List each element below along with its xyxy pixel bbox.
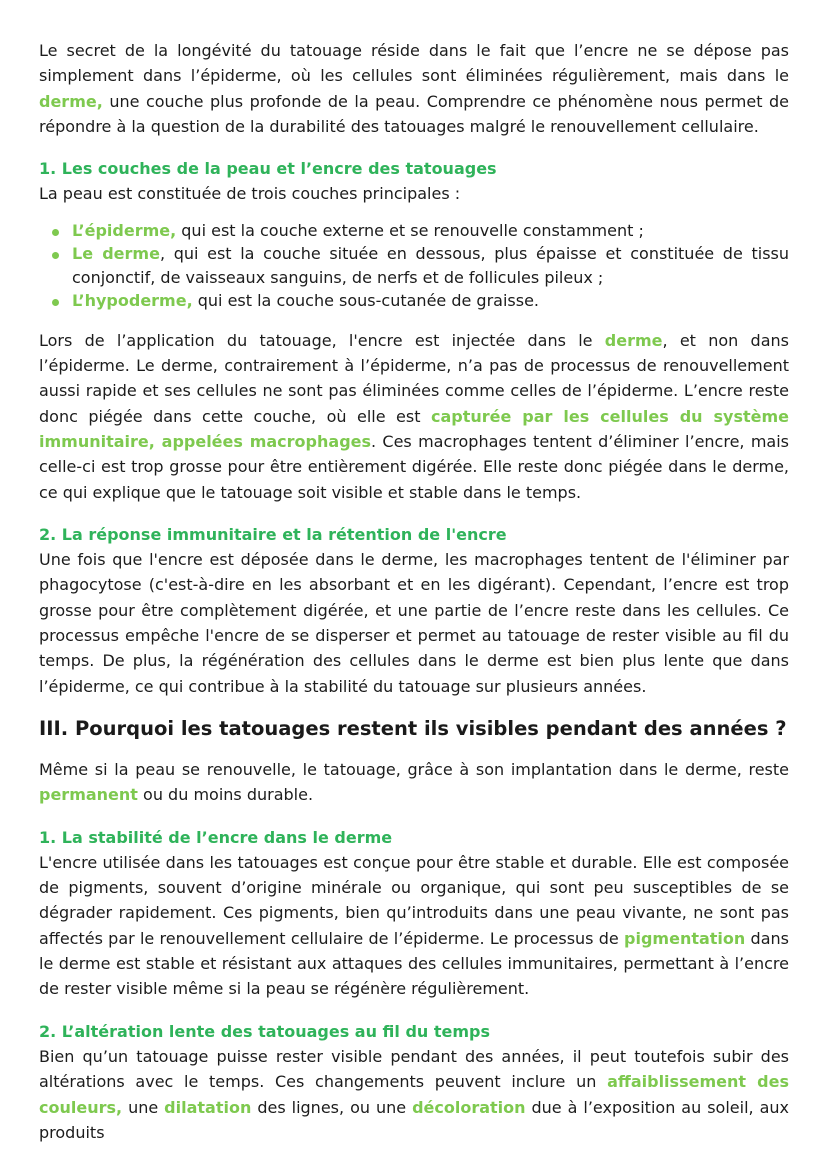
list-item: Le derme, qui est la couche située en dessous, plus épaisse et constituée de tissu conjonctif, de vaisseaux sanguins, de nerfs et de follicules pileux ; [72, 242, 789, 289]
highlight-derme: derme, [39, 91, 103, 111]
section-title-skin-layers: 1. Les couches de la peau et l’encre des tatouages [39, 159, 497, 179]
bullet-icon [52, 229, 59, 236]
bullet-icon [52, 252, 59, 259]
section-title-ink-stability: 1. La stabilité de l’encre dans le derme [39, 827, 393, 847]
list-item: L’hypoderme, qui est la couche sous-cutanée de graisse. [72, 289, 789, 313]
bullet-icon [52, 299, 59, 306]
section-title-slow-alteration: 2. L’altération lente des tatouages au fil du temps [39, 1021, 491, 1041]
slow-alteration-paragraph: Bien qu’un tatouage puisse rester visible pendant des années, il peut toutefois subir des altérations avec le temps. Ces changements peuvent inclure un affaiblissement des couleurs, une dilatation des lignes, ou une décoloration due à l’exposition au soleil, aux produits [39, 1046, 790, 1142]
ink-injection-paragraph: Lors de l’application du tatouage, l'encre est injectée dans le derme, et non dans l’épiderme. Le derme, contrairement à l’épiderme, n’a pas de processus de renouvellement aussi rapide et ses cellules ne sont pas éliminées comme celles de l’épiderme. L’encre reste donc piégée dans cette couche, où elle est capturée par les cellules du système immunitaire, appelées macrophages. Ces macrophages tentent d’éliminer l’encre, mais celle-ci est trop grosse pour être entièrement digérée. Elle reste donc piégée dans le derme, ce qui explique que le tatouage soit visible et stable dans le temps. [39, 330, 789, 502]
section-lead: La peau est constituée de trois couches principales : [39, 184, 461, 204]
skin-layers-list [39, 219, 789, 313]
list-item: L’épiderme, qui est la couche externe et se renouvelle constamment ; [72, 219, 789, 243]
immune-response-paragraph: Une fois que l'encre est déposée dans le derme, les macrophages tentent de l'éliminer par phagocytose (c'est-à-dire en les absorbant et en les digérant). Cependant, l’encre est trop grosse pour être complètement digérée, et une partie de l’encre reste dans les cellules. Ce processus empêche l'encre de se disperser et permet au tatouage de rester visible au fil du temps. De plus, la régénération des cellules dans le derme est bien plus lente que dans l’épiderme, ce qui contribue à la stabilité du tatouage sur plusieurs années. [39, 550, 789, 696]
section-heading-visibility: III. Pourquoi les tatouages restent ils visibles pendant des années ? [39, 716, 787, 740]
section-title-immune-response: 2. La réponse immunitaire et la rétention de l'encre [39, 524, 507, 544]
intro-paragraph: Le secret de la longévité du tatouage réside dans le fait que l’encre ne se dépose pas simplement dans l’épiderme, où les cellules sont éliminées régulièrement, mais dans le derme, une couche plus profonde de la peau. Comprendre ce phénomène nous permet de répondre à la question de la durabilité des tatouages malgré le renouvellement cellulaire. [39, 41, 789, 136]
ink-stability-paragraph: L'encre utilisée dans les tatouages est conçue pour être stable et durable. Elle est composée de pigments, souvent d’origine minérale ou organique, qui sont peu susceptibles de se dégrader rapidement. Ces pigments, bien qu’introduits dans une peau vivante, ne sont pas affectés par le renouvellement cellulaire de l’épiderme. Le processus de pigmentation dans le derme est stable et résistant aux attaques des cellules immunitaires, permettant à l’encre de rester visible même si la peau se régénère régulièrement. [39, 852, 789, 999]
visibility-paragraph: Même si la peau se renouvelle, le tatouage, grâce à son implantation dans le derme, reste permanent ou du moins durable. [39, 759, 789, 805]
